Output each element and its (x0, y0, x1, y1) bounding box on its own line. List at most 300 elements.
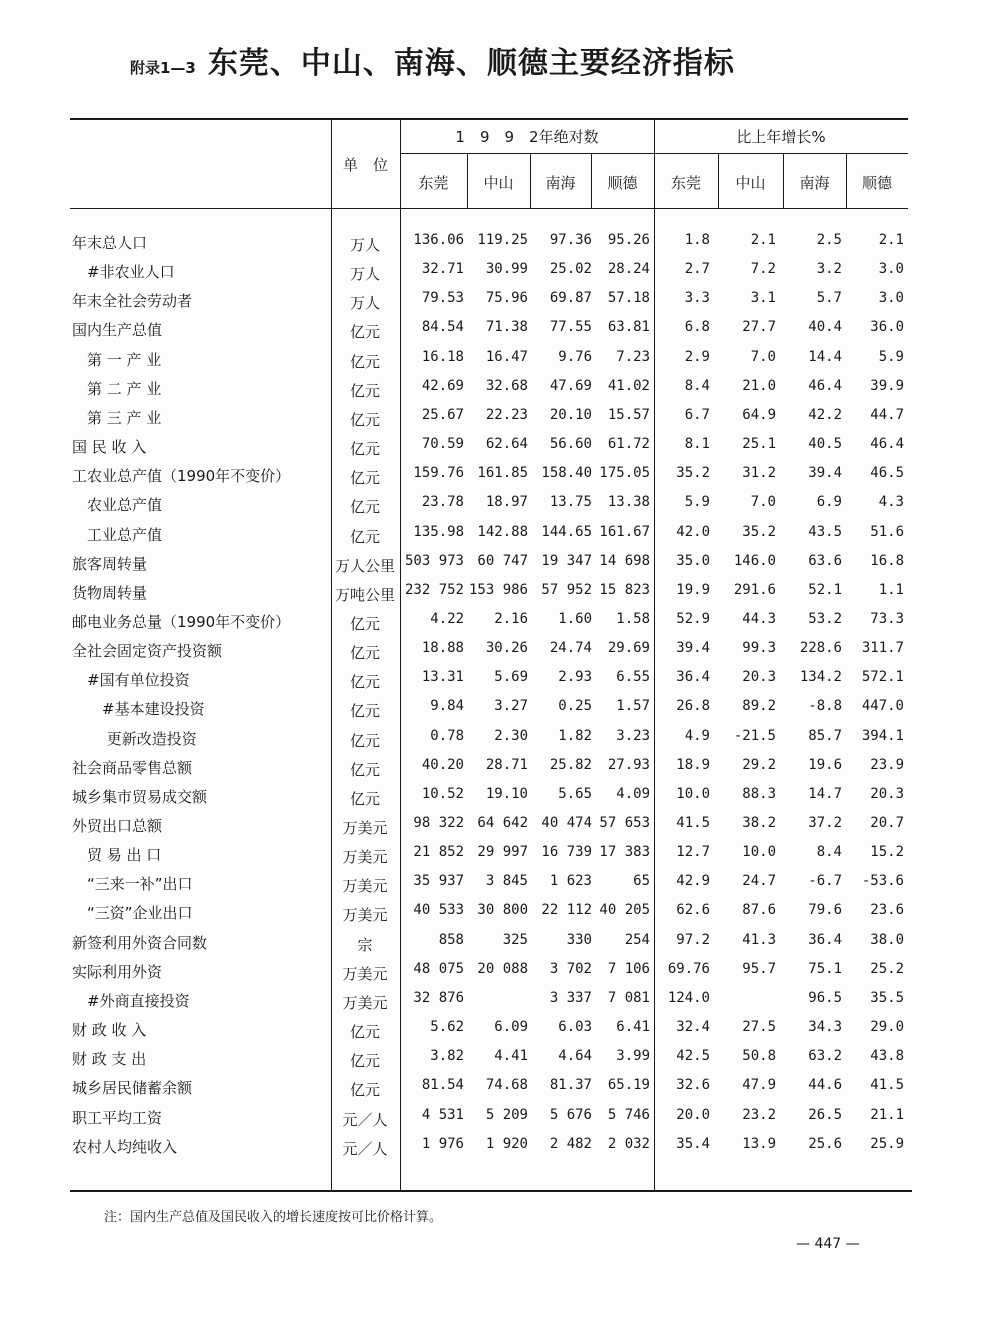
growth-cell: 4.9 (684, 728, 710, 744)
growth-cell: 8.1 (684, 436, 710, 452)
growth-cell: 52.9 (676, 611, 710, 627)
growth-cell: 7.2 (750, 261, 776, 277)
value-cell: 65.19 (607, 1077, 650, 1093)
growth-cell: 6.8 (684, 319, 710, 335)
value-cell: 5 746 (607, 1107, 650, 1123)
row-unit: 亿元 (349, 1023, 380, 1041)
growth-cell: -6.7 (808, 873, 842, 889)
growth-cell: 311.7 (861, 640, 904, 656)
table-row (70, 754, 910, 783)
growth-cell: 10.0 (742, 844, 776, 860)
row-unit: 万美元 (342, 906, 388, 924)
growth-cell: 8.4 (816, 844, 842, 860)
row-label: 外贸出口总额 (72, 817, 163, 835)
growth-cell: 25.9 (870, 1136, 904, 1152)
growth-cell: 35.2 (676, 465, 710, 481)
growth-cell: 46.4 (870, 436, 904, 452)
growth-cell: 394.1 (861, 728, 904, 744)
value-cell: 15 823 (599, 582, 650, 598)
value-cell: 25.67 (421, 407, 464, 423)
row-label: 新签利用外资合同数 (72, 934, 208, 952)
growth-cell: 2.9 (684, 349, 710, 365)
value-cell: 75.96 (485, 290, 528, 306)
growth-cell: 13.9 (742, 1136, 776, 1152)
table-row (70, 316, 910, 345)
col-header-shunde-abs: 顺德 (607, 174, 638, 192)
row-unit: 亿元 (349, 498, 380, 516)
growth-cell: 43.8 (870, 1048, 904, 1064)
value-cell: 40 474 (541, 815, 592, 831)
growth-cell: 20.3 (742, 669, 776, 685)
table-row (70, 608, 910, 637)
growth-cell: 5.7 (816, 290, 842, 306)
growth-cell: 34.3 (808, 1019, 842, 1035)
value-cell: 3 845 (485, 873, 528, 889)
growth-cell: 3.3 (684, 290, 710, 306)
value-cell: 18.88 (421, 640, 464, 656)
table-row (70, 1016, 910, 1045)
growth-cell: 95.7 (742, 961, 776, 977)
growth-cell: 52.1 (808, 582, 842, 598)
value-cell: 158.40 (541, 465, 592, 481)
value-cell: 14 698 (599, 553, 650, 569)
row-unit: 亿元 (349, 702, 380, 720)
row-label: 财 政 支 出 (72, 1050, 147, 1068)
value-cell: 5.69 (494, 669, 528, 685)
growth-cell: 87.6 (742, 902, 776, 918)
value-cell: 0.78 (430, 728, 464, 744)
growth-cell: 19.6 (808, 757, 842, 773)
table-row (70, 637, 910, 666)
row-unit: 亿元 (349, 323, 380, 341)
page-title (130, 38, 735, 82)
growth-cell: 46.5 (870, 465, 904, 481)
value-cell: 153 986 (468, 582, 528, 598)
value-cell: 254 (624, 932, 650, 948)
table-row (70, 841, 910, 870)
row-label: 全社会固定资产投资额 (72, 642, 223, 660)
value-cell: 6.41 (616, 1019, 650, 1035)
growth-cell: 37.2 (808, 815, 842, 831)
value-cell: 10.52 (421, 786, 464, 802)
growth-cell: 39.4 (676, 640, 710, 656)
growth-cell: 36.0 (870, 319, 904, 335)
row-label: 工业总产值 (72, 526, 163, 544)
value-cell: 2 482 (549, 1136, 592, 1152)
row-label: 货物周转量 (72, 584, 148, 602)
value-cell: 1 920 (485, 1136, 528, 1152)
row-unit: 万吨公里 (334, 586, 395, 604)
value-cell: 175.05 (599, 465, 650, 481)
row-label: 农村人均纯收入 (72, 1138, 178, 1156)
value-cell: 3 337 (549, 990, 592, 1006)
value-cell: 330 (566, 932, 592, 948)
table-row (70, 433, 910, 462)
table-row (70, 491, 910, 520)
value-cell: 35 937 (413, 873, 464, 889)
growth-cell: 62.6 (676, 902, 710, 918)
growth-cell: 18.9 (676, 757, 710, 773)
growth-cell: 63.6 (808, 553, 842, 569)
growth-cell: 41.3 (742, 932, 776, 948)
growth-cell: 50.8 (742, 1048, 776, 1064)
growth-cell: 38.0 (870, 932, 904, 948)
value-cell: 1.60 (558, 611, 592, 627)
table-top-rule (70, 118, 908, 120)
table-row (70, 1104, 910, 1133)
growth-cell: 25.1 (742, 436, 776, 452)
value-cell: 18.97 (485, 494, 528, 510)
row-label: 国内生产总值 (72, 321, 163, 339)
value-cell: 28.24 (607, 261, 650, 277)
row-unit: 万美元 (342, 848, 388, 866)
value-cell: 232 752 (404, 582, 464, 598)
value-cell: 5 209 (485, 1107, 528, 1123)
value-cell: 61.72 (607, 436, 650, 452)
growth-cell: 39.9 (870, 378, 904, 394)
row-unit: 亿元 (349, 353, 380, 371)
value-cell: 2.16 (494, 611, 528, 627)
row-unit: 万人 (349, 265, 380, 283)
table-bottom-rule (70, 1190, 912, 1192)
value-cell: 5.62 (430, 1019, 464, 1035)
value-cell: 1 976 (421, 1136, 464, 1152)
row-unit: 元／人 (342, 1111, 388, 1129)
row-label: 农业总产值 (72, 496, 163, 514)
growth-cell: 6.9 (816, 494, 842, 510)
value-cell: 42.69 (421, 378, 464, 394)
growth-cell: 69.76 (667, 961, 710, 977)
value-cell: 4.09 (616, 786, 650, 802)
value-cell: 1.58 (616, 611, 650, 627)
row-unit: 万美元 (342, 819, 388, 837)
table-row (70, 666, 910, 695)
value-cell: 57.18 (607, 290, 650, 306)
value-cell: 16 739 (541, 844, 592, 860)
growth-cell: 14.7 (808, 786, 842, 802)
value-cell: 0.25 (558, 698, 592, 714)
row-unit: 万美元 (342, 877, 388, 895)
value-cell: 81.54 (421, 1077, 464, 1093)
value-cell: 5 676 (549, 1107, 592, 1123)
value-cell: 40 205 (599, 902, 650, 918)
growth-cell: 291.6 (733, 582, 776, 598)
row-label: 城乡居民储蓄余额 (72, 1079, 193, 1097)
col-header-nanhai-abs: 南海 (545, 174, 576, 192)
row-label: 年末总人口 (72, 234, 148, 252)
value-cell: 1.82 (558, 728, 592, 744)
row-unit: 亿元 (349, 1052, 380, 1070)
value-cell: 13.38 (607, 494, 650, 510)
growth-cell: 44.3 (742, 611, 776, 627)
page-number: — 447 — (796, 1236, 860, 1252)
value-cell: 71.38 (485, 319, 528, 335)
growth-cell: 47.9 (742, 1077, 776, 1093)
row-unit: 亿元 (349, 1081, 380, 1099)
value-cell: 32.71 (421, 261, 464, 277)
growth-cell: 88.3 (742, 786, 776, 802)
value-cell: 40 533 (413, 902, 464, 918)
value-cell: 97.36 (549, 232, 592, 248)
value-cell: 30.99 (485, 261, 528, 277)
growth-cell: 32.6 (676, 1077, 710, 1093)
value-cell: 159.76 (413, 465, 464, 481)
growth-cell: 26.8 (676, 698, 710, 714)
growth-cell: 25.6 (808, 1136, 842, 1152)
value-cell: 30 800 (477, 902, 528, 918)
row-unit: 万人 (349, 236, 380, 254)
row-unit: 亿元 (349, 761, 380, 779)
growth-cell: 44.6 (808, 1077, 842, 1093)
growth-cell: 447.0 (861, 698, 904, 714)
value-cell: 79.53 (421, 290, 464, 306)
row-label: 邮电业务总量（1990年不变价） (72, 613, 291, 631)
growth-cell: 23.6 (870, 902, 904, 918)
growth-cell: 35.0 (676, 553, 710, 569)
value-cell: 60 747 (477, 553, 528, 569)
row-unit: 亿元 (349, 615, 380, 633)
growth-cell: 4.3 (878, 494, 904, 510)
row-label: 实际利用外资 (72, 963, 163, 981)
growth-cell: 124.0 (667, 990, 710, 1006)
value-cell: 503 973 (404, 553, 464, 569)
growth-cell: -53.6 (861, 873, 904, 889)
value-cell: 64 642 (477, 815, 528, 831)
growth-cell: 26.5 (808, 1107, 842, 1123)
col-header-dongguan-abs: 东莞 (418, 174, 449, 192)
growth-cell: 46.4 (808, 378, 842, 394)
table-row (70, 287, 910, 316)
unit-header: 单 位 (342, 156, 388, 174)
value-cell: 28.71 (485, 757, 528, 773)
growth-cell: 64.9 (742, 407, 776, 423)
row-unit: 亿元 (349, 528, 380, 546)
growth-cell: 44.7 (870, 407, 904, 423)
value-cell: 161.67 (599, 524, 650, 540)
growth-cell: 2.5 (816, 232, 842, 248)
growth-cell: 79.6 (808, 902, 842, 918)
growth-cell: 3.1 (750, 290, 776, 306)
growth-cell: 21.1 (870, 1107, 904, 1123)
growth-cell: 2.7 (684, 261, 710, 277)
table-row (70, 375, 910, 404)
growth-cell: 3.2 (816, 261, 842, 277)
growth-cell: 20.3 (870, 786, 904, 802)
growth-cell: -8.8 (808, 698, 842, 714)
row-label: #基本建设投资 (72, 700, 205, 718)
row-label: “三资”企业出口 (72, 904, 193, 922)
value-cell: 7 081 (607, 990, 650, 1006)
row-unit: 亿元 (349, 790, 380, 808)
value-cell: 2 032 (607, 1136, 650, 1152)
growth-cell: 31.2 (742, 465, 776, 481)
appendix-number: 附录1—3 (130, 59, 196, 77)
value-cell: 98 322 (413, 815, 464, 831)
value-cell: 25.02 (549, 261, 592, 277)
growth-cell: 3.0 (878, 290, 904, 306)
value-cell: 23.78 (421, 494, 464, 510)
value-cell: 144.65 (541, 524, 592, 540)
table-row (70, 462, 910, 491)
col-header-shunde-growth: 顺德 (861, 174, 892, 192)
value-cell: 70.59 (421, 436, 464, 452)
value-cell: 135.98 (413, 524, 464, 540)
value-cell: 1 623 (549, 873, 592, 889)
row-label: #国有单位投资 (72, 671, 190, 689)
value-cell: 325 (502, 932, 528, 948)
value-cell: 16.47 (485, 349, 528, 365)
value-cell: 3.82 (430, 1048, 464, 1064)
value-cell: 4 531 (421, 1107, 464, 1123)
growth-cell: 1.8 (684, 232, 710, 248)
growth-cell: 97.2 (676, 932, 710, 948)
growth-cell: 99.3 (742, 640, 776, 656)
row-label: 第 一 产 业 (72, 351, 162, 369)
row-label: 贸 易 出 口 (72, 846, 162, 864)
growth-cell: 5.9 (684, 494, 710, 510)
growth-cell: 51.6 (870, 524, 904, 540)
row-unit: 亿元 (349, 673, 380, 691)
growth-cell: 40.5 (808, 436, 842, 452)
value-cell: 2.93 (558, 669, 592, 685)
value-cell: 19 347 (541, 553, 592, 569)
row-unit: 亿元 (349, 411, 380, 429)
row-unit: 万人公里 (334, 557, 395, 575)
growth-cell: 35.5 (870, 990, 904, 1006)
row-unit: 亿元 (349, 469, 380, 487)
growth-cell: 14.4 (808, 349, 842, 365)
row-label: 城乡集市贸易成交额 (72, 788, 208, 806)
value-cell: 6.55 (616, 669, 650, 685)
value-cell: 40.20 (421, 757, 464, 773)
row-label: 财 政 收 入 (72, 1021, 147, 1039)
growth-cell: 23.2 (742, 1107, 776, 1123)
footnote: 注：国内生产总值及国民收入的增长速度按可比价格计算。 (104, 1210, 443, 1225)
value-cell: 7 106 (607, 961, 650, 977)
growth-cell: 20.0 (676, 1107, 710, 1123)
growth-cell: 228.6 (799, 640, 842, 656)
table-row (70, 404, 910, 433)
growth-cell: 41.5 (676, 815, 710, 831)
growth-cell: 42.5 (676, 1048, 710, 1064)
growth-cell: 89.2 (742, 698, 776, 714)
growth-cell: 96.5 (808, 990, 842, 1006)
value-cell: 81.37 (549, 1077, 592, 1093)
row-unit: 万人 (349, 294, 380, 312)
value-cell: 41.02 (607, 378, 650, 394)
value-cell: 9.84 (430, 698, 464, 714)
value-cell: 30.26 (485, 640, 528, 656)
growth-cell: -21.5 (733, 728, 776, 744)
growth-cell: 2.1 (750, 232, 776, 248)
value-cell: 136.06 (413, 232, 464, 248)
value-cell: 32.68 (485, 378, 528, 394)
value-cell: 57 952 (541, 582, 592, 598)
table-row (70, 783, 910, 812)
table-row (70, 550, 910, 579)
row-unit: 亿元 (349, 644, 380, 662)
growth-cell: 53.2 (808, 611, 842, 627)
table-row (70, 695, 910, 724)
value-cell: 7.23 (616, 349, 650, 365)
table-row (70, 929, 910, 958)
value-cell: 3.27 (494, 698, 528, 714)
growth-cell: 1.1 (878, 582, 904, 598)
row-unit: 亿元 (349, 440, 380, 458)
growth-cell: 41.5 (870, 1077, 904, 1093)
growth-cell: 27.5 (742, 1019, 776, 1035)
table-row (70, 258, 910, 287)
growth-cell: 35.4 (676, 1136, 710, 1152)
col-header-zhongshan-abs: 中山 (483, 174, 514, 192)
value-cell: 56.60 (549, 436, 592, 452)
growth-cell: 8.4 (684, 378, 710, 394)
table-row (70, 725, 910, 754)
value-cell: 20.10 (549, 407, 592, 423)
value-cell: 3.23 (616, 728, 650, 744)
growth-cell: 42.9 (676, 873, 710, 889)
growth-cell: 25.2 (870, 961, 904, 977)
value-cell: 6.09 (494, 1019, 528, 1035)
value-cell: 4.22 (430, 611, 464, 627)
growth-cell: 35.2 (742, 524, 776, 540)
growth-cell: 19.9 (676, 582, 710, 598)
value-cell: 95.26 (607, 232, 650, 248)
table-row (70, 812, 910, 841)
table-row (70, 521, 910, 550)
growth-cell: 75.1 (808, 961, 842, 977)
value-cell: 3.99 (616, 1048, 650, 1064)
value-cell: 25.82 (549, 757, 592, 773)
value-cell: 858 (438, 932, 464, 948)
row-label: #非农业人口 (72, 263, 175, 281)
value-cell: 13.75 (549, 494, 592, 510)
value-cell: 16.18 (421, 349, 464, 365)
value-cell: 29.69 (607, 640, 650, 656)
value-cell: 62.64 (485, 436, 528, 452)
growth-cell: 43.5 (808, 524, 842, 540)
table-row (70, 1045, 910, 1074)
growth-cell: 16.8 (870, 553, 904, 569)
growth-cell: 10.0 (676, 786, 710, 802)
value-cell: 65 (633, 873, 650, 889)
table-row (70, 579, 910, 608)
table-row (70, 987, 910, 1016)
value-cell: 4.64 (558, 1048, 592, 1064)
absolute-group-header: 1 9 9 2年绝对数 (455, 128, 599, 146)
table-row (70, 229, 910, 258)
growth-cell: 24.7 (742, 873, 776, 889)
growth-cell: 29.0 (870, 1019, 904, 1035)
row-unit: 宗 (357, 936, 373, 954)
growth-cell: 73.3 (870, 611, 904, 627)
row-label: #外商直接投资 (72, 992, 190, 1010)
value-cell: 19.10 (485, 786, 528, 802)
growth-cell: 146.0 (733, 553, 776, 569)
value-cell: 3 702 (549, 961, 592, 977)
table-row (70, 870, 910, 899)
growth-cell: 2.1 (878, 232, 904, 248)
table-row (70, 346, 910, 375)
value-cell: 84.54 (421, 319, 464, 335)
row-label: 旅客周转量 (72, 555, 148, 573)
growth-cell: 85.7 (808, 728, 842, 744)
value-cell: 6.03 (558, 1019, 592, 1035)
value-cell: 24.74 (549, 640, 592, 656)
row-label: “三来一补”出口 (72, 875, 193, 893)
value-cell: 47.69 (549, 378, 592, 394)
value-cell: 69.87 (549, 290, 592, 306)
